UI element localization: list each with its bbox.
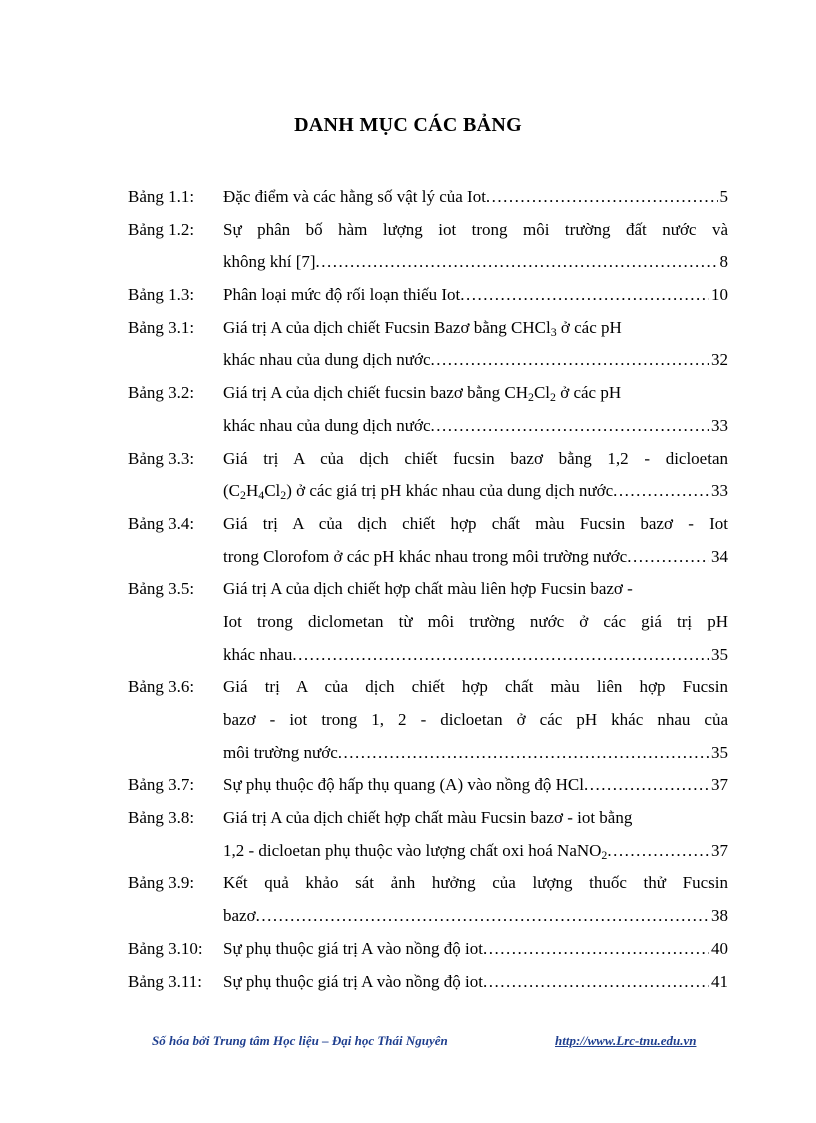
table-caption: Phân loại mức độ rối loạn thiếu Iot xyxy=(223,285,461,305)
list-item[interactable] xyxy=(128,279,728,312)
list-item[interactable] xyxy=(128,181,728,214)
page-number: 10 xyxy=(711,285,728,305)
table-caption: Giá trị A của dịch chiết hợp chất màu liên hợp Fucsin bazơ - xyxy=(223,579,633,599)
list-item[interactable] xyxy=(128,867,728,932)
table-caption: Kết quả khảo sát ảnh hưởng của lượng thuốc thử Fucsin xyxy=(223,873,728,893)
dot-leader xyxy=(256,900,709,933)
list-item[interactable] xyxy=(128,933,728,966)
page-number: 8 xyxy=(719,252,728,272)
page-number: 34 xyxy=(711,546,728,566)
table-caption: Giá trị A của dịch chiết fucsin bazơ bằng $CH_2Cl_2$ ở các pH xyxy=(223,383,622,405)
list-item[interactable] xyxy=(128,769,728,802)
dot-leader xyxy=(627,541,709,574)
table-caption: Sự phụ thuộc giá trị A vào nồng độ iot xyxy=(223,971,483,991)
table-caption: bazơ xyxy=(223,906,256,926)
table-caption: Giá trị A của dịch chiết hợp chất màu Fucsin bazơ - iot bằng xyxy=(223,808,633,828)
list-item[interactable] xyxy=(128,802,728,867)
dot-leader xyxy=(613,475,709,508)
dot-leader xyxy=(483,933,709,966)
table-caption: môi trường nước xyxy=(223,742,338,762)
list-item[interactable] xyxy=(128,377,728,442)
table-caption: khác nhau của dung dịch nước xyxy=(223,415,431,435)
table-number: Bảng 3.10: xyxy=(128,938,203,958)
table-number: Bảng 3.9: xyxy=(128,873,195,893)
table-caption: Iot trong diclometan từ môi trường nước ở các giá trị pH xyxy=(223,611,728,631)
page-number: 32 xyxy=(711,350,728,370)
list-item[interactable] xyxy=(128,508,728,573)
table-caption: Giá trị A của dịch chiết hợp chất màu Fucsin bazơ - Iot xyxy=(223,513,728,533)
page-number: 35 xyxy=(711,742,728,762)
list-item[interactable] xyxy=(128,573,728,671)
table-caption: 1,2 - dicloetan phụ thuộc vào lượng chất oxi hoá NaNO$_2$ xyxy=(223,840,608,862)
table-caption: Giá trị A của dịch chiết Fucsin Bazơ bằng CHCl$_3$ ở các pH xyxy=(223,317,622,339)
dot-leader xyxy=(486,181,718,214)
table-number: Bảng 3.11: xyxy=(128,971,202,991)
list-item[interactable] xyxy=(128,443,728,508)
table-number: Bảng 3.5: xyxy=(128,579,195,599)
page-number: 40 xyxy=(711,938,728,958)
table-number: Bảng 1.3: xyxy=(128,285,195,305)
table-caption: Sự phụ thuộc độ hấp thụ quang (A) vào nồng độ HCl xyxy=(223,775,584,795)
dot-leader xyxy=(460,279,709,312)
page-number: 37 xyxy=(711,775,728,795)
table-caption: không khí [7] xyxy=(223,252,316,272)
page-number: 38 xyxy=(711,906,728,926)
table-number: Bảng 3.6: xyxy=(128,677,195,697)
dot-leader xyxy=(316,246,718,279)
table-number: Bảng 3.4: xyxy=(128,513,195,533)
list-item[interactable] xyxy=(128,214,728,279)
dot-leader xyxy=(584,769,709,802)
page-number: 33 xyxy=(711,481,728,501)
dot-leader xyxy=(431,410,710,443)
dot-leader xyxy=(292,639,709,672)
page-number: 35 xyxy=(711,644,728,664)
dot-leader xyxy=(431,344,710,377)
page-number: 5 xyxy=(719,187,728,206)
table-number: Bảng 3.3: xyxy=(128,448,195,468)
footer-link[interactable]: http://www.Lrc-tnu.edu.vn xyxy=(555,1033,697,1048)
dot-leader xyxy=(338,737,709,770)
table-caption: trong Clorofom ở các pH khác nhau trong môi trường nước xyxy=(223,546,628,566)
table-caption: bazơ - iot trong 1, 2 - dicloetan ở các pH khác nhau của xyxy=(223,710,728,729)
table-number: Bảng 3.1: xyxy=(128,317,195,337)
page-title: DANH MỤC CÁC BẢNG xyxy=(294,114,522,136)
table-caption: khác nhau của dung dịch nước xyxy=(223,350,431,370)
table-caption: Giá trị A của dịch chiết hợp chất màu liên hợp Fucsin xyxy=(223,677,728,697)
table-list xyxy=(128,181,728,998)
dot-leader xyxy=(483,966,709,999)
table-number: Bảng 1.2: xyxy=(128,219,195,239)
table-caption: Sự phân bố hàm lượng iot trong môi trường đất nước và xyxy=(223,219,728,239)
table-caption: $(C_2H_4Cl_2)$ ở các giá trị pH khác nhau của dung dịch nước xyxy=(223,481,614,503)
table-caption: Sự phụ thuộc giá trị A vào nồng độ iot xyxy=(223,938,483,958)
table-caption: Giá trị A của dịch chiết fucsin bazơ bằng 1,2 - dicloetan xyxy=(223,448,728,468)
table-number: Bảng 3.2: xyxy=(128,383,195,403)
footer-credit: Số hóa bởi Trung tâm Học liệu – Đại học Thái Nguyên xyxy=(152,1033,448,1048)
list-item[interactable] xyxy=(128,312,728,377)
table-number: Bảng 3.8: xyxy=(128,808,195,828)
list-item[interactable] xyxy=(128,671,728,769)
table-caption: Đặc điểm và các hằng số vật lý của Iot xyxy=(223,187,486,206)
list-item[interactable] xyxy=(128,966,728,999)
page-number: 37 xyxy=(711,840,728,860)
table-number: Bảng 1.1: xyxy=(128,187,195,206)
dot-leader xyxy=(607,835,709,868)
table-number: Bảng 3.7: xyxy=(128,775,195,795)
page-number: 33 xyxy=(711,415,728,435)
table-caption: khác nhau xyxy=(223,644,293,664)
page-number: 41 xyxy=(711,971,728,991)
